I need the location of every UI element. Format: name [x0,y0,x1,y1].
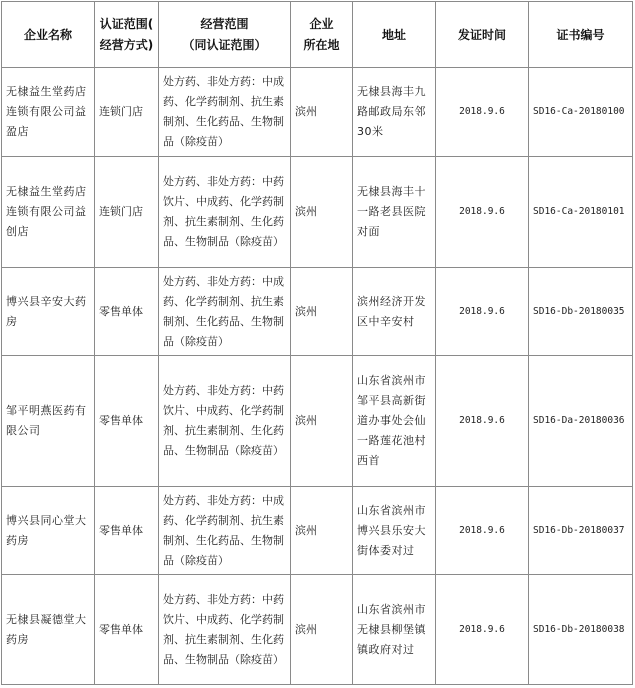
certificate-number: SD16-Db-20180038 [529,575,633,685]
table-row [2,575,633,685]
header-scope-line2: （同认证范围） [182,37,267,52]
header-name: 企业名称 [2,2,95,68]
issue-date: 2018.9.6 [436,157,529,268]
business-scope: 处方药、非处方药：中药饮片、中成药、化学药制剂、抗生素制剂、生化药品、生物制品（除疫苗） [159,356,291,487]
company-address: 山东省滨州市无棣县柳堡镇镇政府对过 [353,575,436,685]
header-type: 认证范围( 经营方式) [95,2,159,68]
company-address: 无棣县海丰十一路老县医院对面 [353,157,436,268]
header-city-line1: 企业 [309,16,334,31]
business-scope: 处方药、非处方药：中药饮片、中成药、化学药制剂、抗生素制剂、生化药品、生物制品（除疫苗） [159,575,291,685]
company-address: 山东省滨州市邹平县高新街道办事处会仙一路莲花池村西首 [353,356,436,487]
issue-date: 2018.9.6 [436,68,529,157]
business-scope: 处方药、非处方药：中成药、化学药制剂、抗生素制剂、生化药品、生物制品（除疫苗） [159,68,291,157]
certificate-number: SD16-Db-20180035 [529,268,633,356]
cert-type: 连锁门店 [95,157,159,268]
business-scope: 处方药、非处方药：中成药、化学药制剂、抗生素制剂、生化药品、生物制品（除疫苗） [159,268,291,356]
company-name: 无棣益生堂药店连锁有限公司益盈店 [2,68,95,157]
header-row [2,2,633,68]
header-code: 证书编号 [529,2,633,68]
company-city: 滨州 [291,487,353,575]
issue-date: 2018.9.6 [436,575,529,685]
company-name: 无棣县凝德堂大药房 [2,575,95,685]
certificate-table [1,1,633,685]
issue-date: 2018.9.6 [436,487,529,575]
header-date: 发证时间 [436,2,529,68]
company-address: 山东省滨州市博兴县乐安大街体委对过 [353,487,436,575]
certificate-number: SD16-Db-20180037 [529,487,633,575]
business-scope: 处方药、非处方药：中药饮片、中成药、化学药制剂、抗生素制剂、生化药品、生物制品（除疫苗） [159,157,291,268]
cert-type: 零售单体 [95,575,159,685]
table-row [2,487,633,575]
company-name: 无棣益生堂药店连锁有限公司益创店 [2,157,95,268]
company-city: 滨州 [291,268,353,356]
company-city: 滨州 [291,157,353,268]
table-row [2,157,633,268]
business-scope: 处方药、非处方药：中成药、化学药制剂、抗生素制剂、生化药品、生物制品（除疫苗） [159,487,291,575]
cert-type: 零售单体 [95,268,159,356]
company-city: 滨州 [291,68,353,157]
certificate-number: SD16-Ca-20180101 [529,157,633,268]
issue-date: 2018.9.6 [436,356,529,487]
issue-date: 2018.9.6 [436,268,529,356]
certificate-number: SD16-Da-20180036 [529,356,633,487]
header-scope [159,2,291,68]
cert-type: 零售单体 [95,487,159,575]
certificate-number: SD16-Ca-20180100 [529,68,633,157]
table-row [2,68,633,157]
cert-type: 零售单体 [95,356,159,487]
header-address: 地址 [353,2,436,68]
company-city: 滨州 [291,356,353,487]
cert-type: 连锁门店 [95,68,159,157]
company-address: 无棣县海丰九路邮政局东邻30米 [353,68,436,157]
header-scope-line1: 经营范围 [200,16,249,31]
header-city-line2: 所在地 [303,37,340,52]
company-name: 博兴县同心堂大药房 [2,487,95,575]
table-row [2,268,633,356]
header-city [291,2,353,68]
table-row [2,356,633,487]
company-address: 滨州经济开发区中辛安村 [353,268,436,356]
company-name: 邹平明燕医药有限公司 [2,356,95,487]
company-name: 博兴县辛安大药房 [2,268,95,356]
company-city: 滨州 [291,575,353,685]
